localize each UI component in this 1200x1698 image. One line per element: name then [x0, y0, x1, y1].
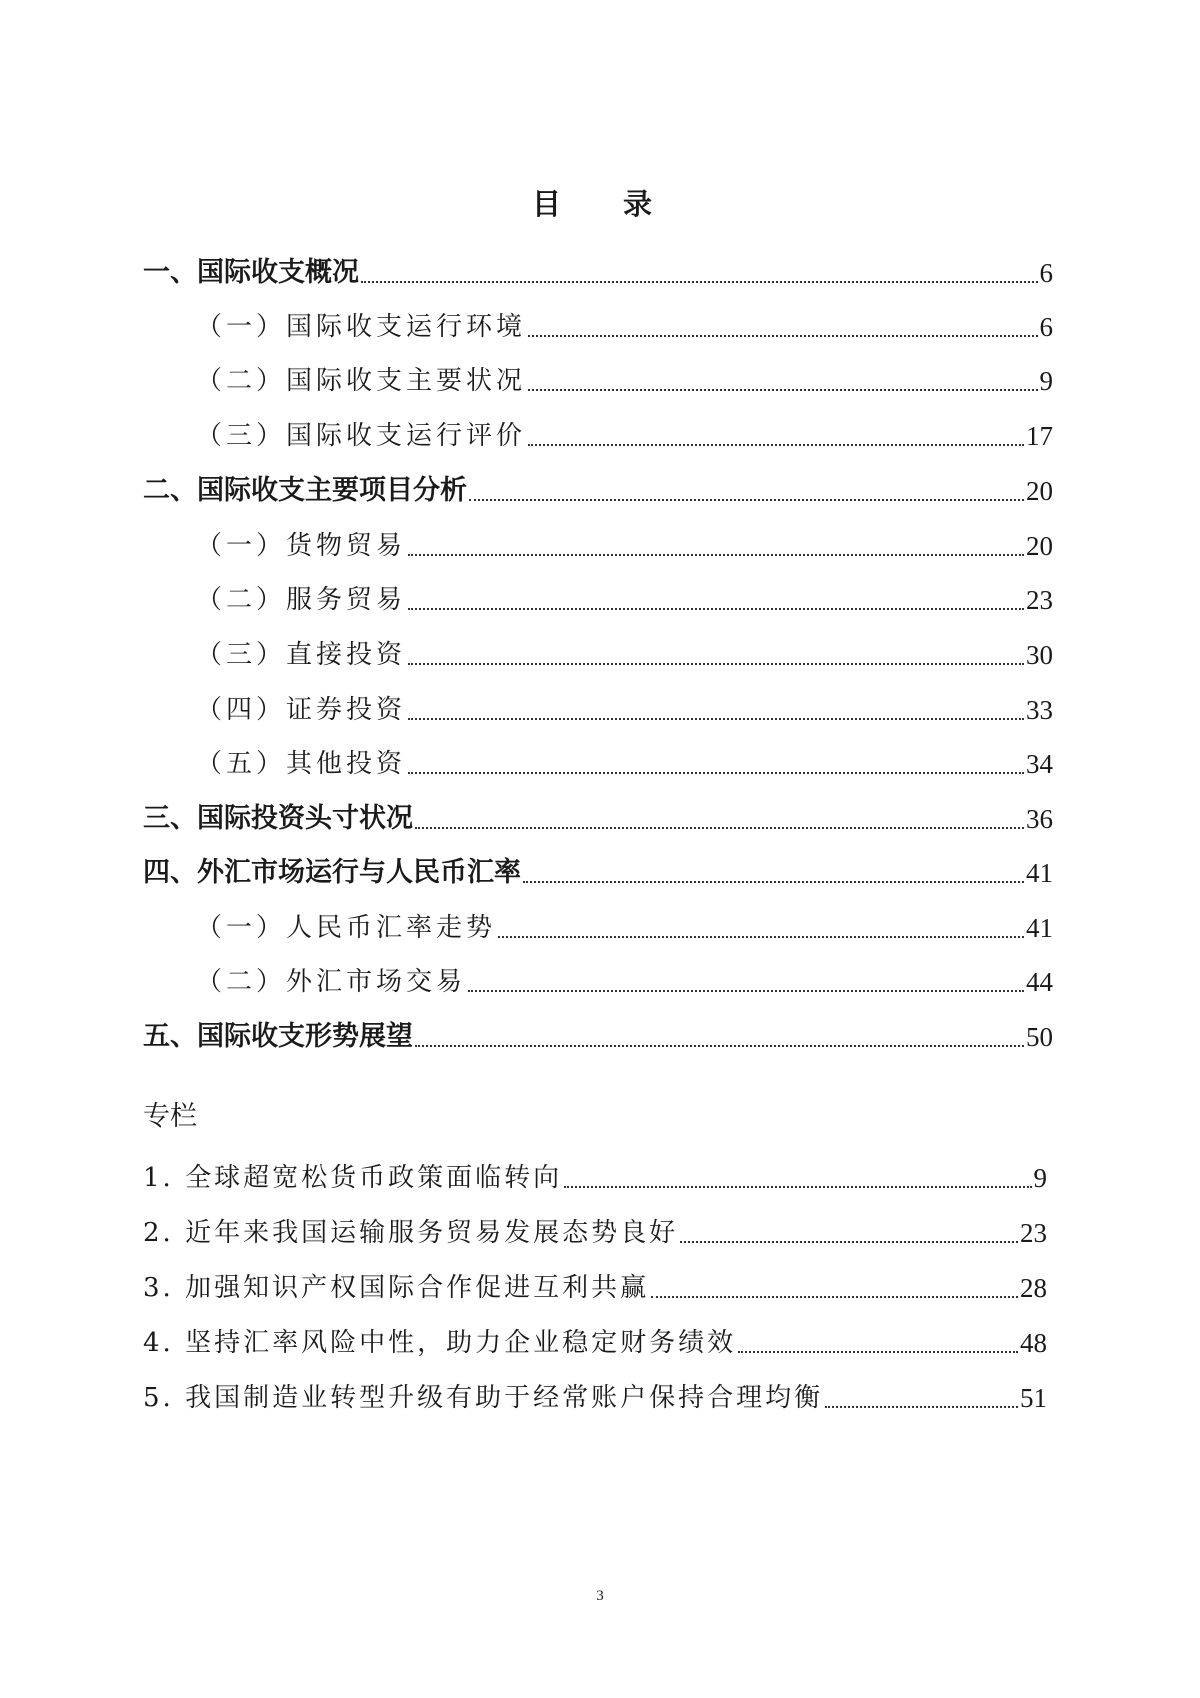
special-entry-page: 23	[1020, 1218, 1047, 1248]
toc-entry[interactable]	[196, 959, 1053, 999]
special-entry-label: 5. 我国制造业转型升级有助于经常账户保持合理均衡	[143, 1383, 824, 1413]
toc-entry-label: （一）国际收支运行环境	[196, 312, 527, 342]
special-entry[interactable]	[143, 1375, 1047, 1415]
toc-entry[interactable]	[143, 250, 1053, 290]
toc-entry[interactable]	[196, 413, 1053, 453]
dot-leader	[523, 881, 1024, 883]
dot-leader	[408, 772, 1024, 774]
toc-entry-page: 6	[1039, 258, 1053, 288]
toc-entry-page: 17	[1026, 421, 1053, 451]
special-entry-page: 48	[1020, 1328, 1047, 1358]
dot-leader	[408, 663, 1024, 665]
toc-entry-page: 34	[1026, 749, 1053, 779]
dot-leader	[680, 1241, 1018, 1243]
toc-entry-label: （五）其他投资	[196, 749, 407, 779]
toc-entry[interactable]	[196, 577, 1053, 617]
special-entry-label: 2. 近年来我国运输服务贸易发展态势良好	[143, 1218, 679, 1248]
dot-leader	[361, 281, 1038, 283]
toc-entry-label: （二）外汇市场交易	[196, 967, 467, 997]
dot-leader	[498, 936, 1024, 938]
dot-leader	[528, 444, 1024, 446]
dot-leader	[825, 1406, 1018, 1408]
dot-leader	[468, 990, 1024, 992]
toc-entry[interactable]	[196, 523, 1053, 563]
toc-entry-page: 36	[1026, 804, 1053, 834]
toc-entry-page: 30	[1026, 640, 1053, 670]
page-number: 3	[596, 1588, 604, 1604]
special-entry-page: 28	[1020, 1273, 1047, 1303]
special-entry-label: 3. 加强知识产权国际合作促进互利共赢	[143, 1273, 650, 1303]
toc-entry-label: 四、外汇市场运行与人民币汇率	[143, 857, 521, 888]
special-entry[interactable]	[143, 1265, 1047, 1305]
special-section-heading: 专栏	[143, 1101, 197, 1132]
dot-leader	[651, 1296, 1018, 1298]
toc-entry-page: 44	[1026, 967, 1053, 997]
toc-entry-label: （二）服务贸易	[196, 585, 407, 615]
dot-leader	[408, 608, 1024, 610]
toc-entry-label: （四）证券投资	[196, 695, 407, 725]
toc-entry-label: 一、国际收支概况	[143, 257, 359, 288]
toc-entry[interactable]	[196, 304, 1053, 344]
toc-entry-page: 50	[1026, 1022, 1053, 1052]
toc-entry-page: 6	[1039, 312, 1053, 342]
special-entry-label: 1. 全球超宽松货币政策面临转向	[143, 1163, 563, 1193]
toc-entry[interactable]	[143, 796, 1053, 836]
toc-entry[interactable]	[143, 1014, 1053, 1054]
toc-entry-label: （二）国际收支主要状况	[196, 366, 527, 396]
toc-title: 目 录	[531, 187, 679, 221]
toc-entry[interactable]	[196, 687, 1053, 727]
toc-entry-label: （三）直接投资	[196, 640, 407, 670]
special-entry[interactable]	[143, 1320, 1047, 1360]
dot-leader	[415, 827, 1024, 829]
dot-leader	[738, 1351, 1018, 1353]
toc-entry-page: 33	[1026, 695, 1053, 725]
toc-entry[interactable]	[196, 632, 1053, 672]
toc-entry-page: 20	[1026, 531, 1053, 561]
dot-leader	[528, 335, 1037, 337]
toc-entry[interactable]	[143, 468, 1053, 508]
toc-entry-label: 五、国际收支形势展望	[143, 1021, 413, 1052]
dot-leader	[469, 499, 1024, 501]
toc-entry-label: （一）货物贸易	[196, 531, 407, 561]
special-entry-label: 4. 坚持汇率风险中性，助力企业稳定财务绩效	[143, 1328, 737, 1358]
toc-entry-label: 二、国际收支主要项目分析	[143, 475, 467, 506]
toc-entry[interactable]	[143, 850, 1053, 890]
special-entry-page: 9	[1033, 1163, 1047, 1193]
toc-entry[interactable]	[196, 741, 1053, 781]
toc-entry[interactable]	[196, 358, 1053, 398]
toc-entry[interactable]	[196, 905, 1053, 945]
dot-leader	[528, 389, 1037, 391]
dot-leader	[408, 718, 1024, 720]
special-entry-page: 51	[1020, 1383, 1047, 1413]
special-entry[interactable]	[143, 1155, 1047, 1195]
toc-entry-label: （三）国际收支运行评价	[196, 421, 527, 451]
toc-entry-page: 41	[1026, 913, 1053, 943]
toc-entry-label: （一）人民币汇率走势	[196, 913, 497, 943]
special-entry[interactable]	[143, 1210, 1047, 1250]
dot-leader	[408, 554, 1024, 556]
toc-entry-page: 41	[1026, 858, 1053, 888]
toc-entry-page: 9	[1039, 366, 1053, 396]
dot-leader	[415, 1045, 1024, 1047]
toc-entry-label: 三、国际投资头寸状况	[143, 803, 413, 834]
toc-entry-page: 20	[1026, 476, 1053, 506]
dot-leader	[564, 1186, 1031, 1188]
toc-entry-page: 23	[1026, 585, 1053, 615]
